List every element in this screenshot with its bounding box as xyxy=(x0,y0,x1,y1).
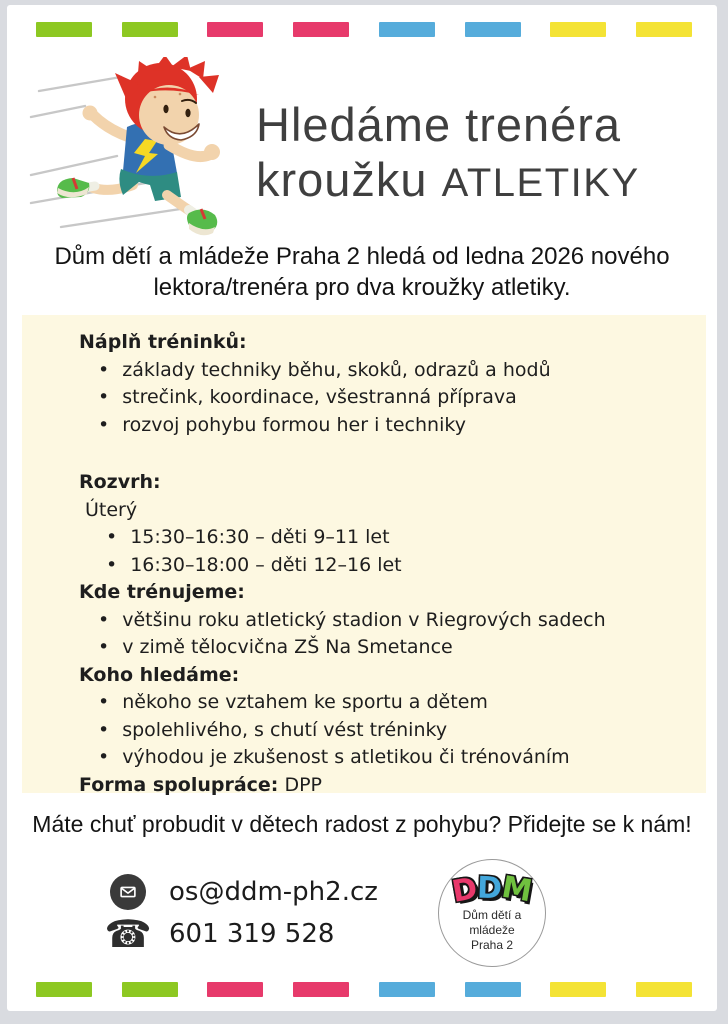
border-dash xyxy=(36,22,92,37)
border-dash xyxy=(636,22,692,37)
phone-row xyxy=(105,913,415,955)
section-location xyxy=(79,579,696,662)
border-dash xyxy=(550,982,606,997)
back-shoe xyxy=(57,178,89,198)
section-heading: Koho hledáme: xyxy=(79,663,240,686)
cta-text: Máte chuť probudit v dětech radost z pohybu? Přidejte se k nám! xyxy=(32,811,692,837)
border-dash xyxy=(465,982,521,997)
phone-icon: ☎ xyxy=(104,912,152,956)
contact-block xyxy=(105,871,415,955)
border-dash xyxy=(550,22,606,37)
list-item: • výhodou je zkušenost s atletikou či trénováním xyxy=(79,744,696,772)
border-dash xyxy=(465,22,521,37)
list-item: • strečink, koordinace, všestranná příprava xyxy=(79,384,696,412)
border-dash xyxy=(36,982,92,997)
border-dash xyxy=(379,22,435,37)
ddm-logo xyxy=(438,859,546,967)
title-atletiky: ATLETIKY xyxy=(441,161,640,205)
front-shoe xyxy=(187,209,217,235)
running-boy-illustration xyxy=(29,57,259,247)
cooperation-line: Forma spolupráce: DPP xyxy=(79,773,323,796)
border-dash xyxy=(207,982,263,997)
list-item: • 16:30–18:00 – děti 12–16 let xyxy=(79,552,696,580)
page-title xyxy=(256,97,716,211)
border-dash xyxy=(293,982,349,997)
list-item: • v zimě tělocvična ZŠ Na Smetance xyxy=(79,634,696,662)
list-item: • 15:30–16:30 – děti 9–11 let xyxy=(79,524,696,552)
border-dash xyxy=(122,982,178,997)
ddm-logo-letters xyxy=(449,869,535,910)
intro-text: Dům dětí a mládeže Praha 2 hledá od ledna 2026 nového lektora/trenéra pro dva kroužky atletiky. xyxy=(54,243,670,301)
section-training-content xyxy=(79,329,696,439)
list-item: • někoho se vztahem ke sportu a dětem xyxy=(79,689,696,717)
section-heading: Náplň tréninků: xyxy=(79,331,247,353)
schedule-day: Úterý xyxy=(85,498,138,521)
list-item: • spolehlivého, s chutí vést tréninky xyxy=(79,717,696,745)
border-dash xyxy=(293,22,349,37)
title-line2: kroužku ATLETIKY xyxy=(256,153,640,206)
section-who-we-seek xyxy=(79,662,696,772)
phone-number: 601 319 528 xyxy=(169,919,335,949)
poster-page xyxy=(7,5,717,1011)
border-dash xyxy=(379,982,435,997)
info-box xyxy=(22,315,706,796)
logo-letter: M xyxy=(499,869,535,909)
list-item: • většinu roku atletický stadion v Riegrových sadech xyxy=(79,607,696,635)
border-dash xyxy=(636,982,692,997)
section-heading: Kde trénujeme: xyxy=(79,581,245,603)
section-schedule xyxy=(79,469,696,579)
border-dash xyxy=(207,22,263,37)
logo-org-city: Praha 2 xyxy=(470,937,514,952)
email-row xyxy=(105,871,415,913)
list-item: • základy techniky běhu, skoků, odrazů a hodů xyxy=(79,357,696,385)
email-icon xyxy=(110,874,146,910)
logo-letter: D xyxy=(449,870,481,910)
bottom-dash-border xyxy=(36,982,692,997)
list-item: • rozvoj pohybu formou her i techniky xyxy=(79,412,696,440)
email-address: os@ddm-ph2.cz xyxy=(169,877,378,907)
logo-org-name: Dům dětí a mládeže xyxy=(462,907,522,937)
logo-letter: D xyxy=(476,870,503,906)
section-heading: Rozvrh: xyxy=(79,471,161,493)
border-dash xyxy=(122,22,178,37)
title-line1: Hledáme trenéra xyxy=(256,98,622,151)
top-dash-border xyxy=(36,22,692,37)
